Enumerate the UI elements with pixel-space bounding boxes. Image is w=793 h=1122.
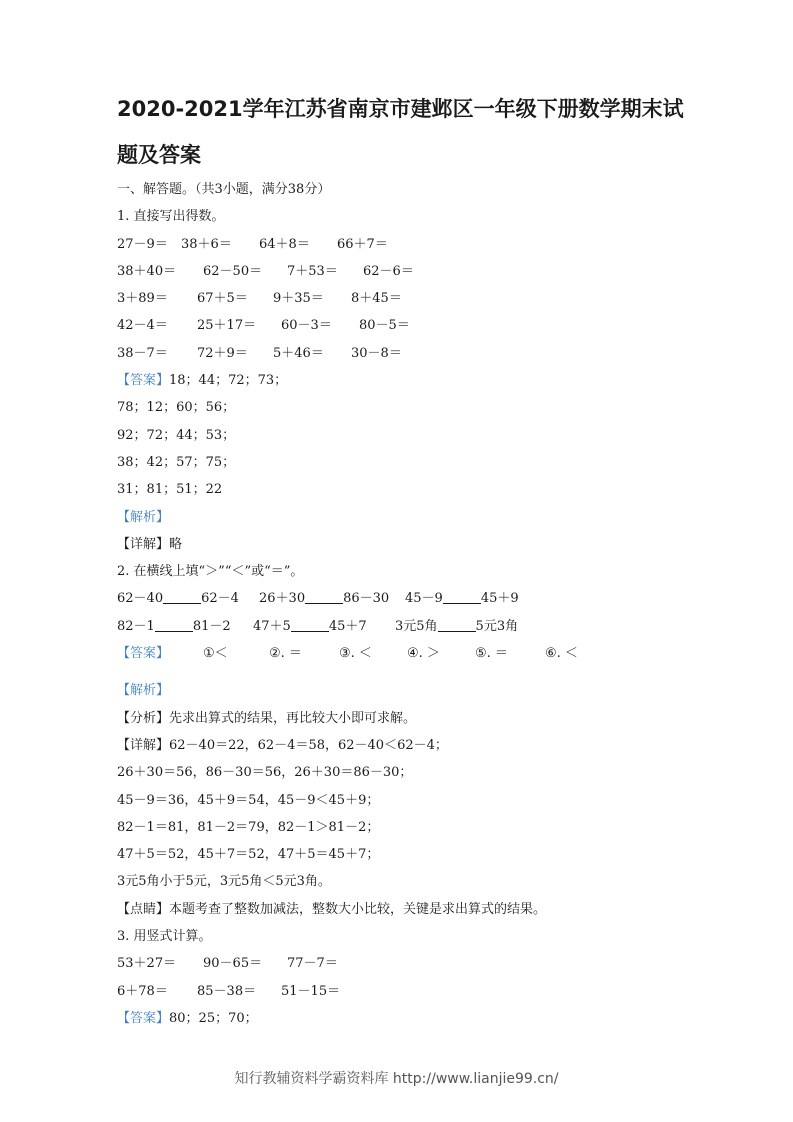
q1-item: 62－6＝ (363, 263, 414, 279)
q1-item: 60－3＝ (281, 318, 332, 334)
q3-item: 85－38＝ (197, 983, 257, 999)
q3-answer (117, 1005, 697, 1032)
answer-blank (438, 617, 476, 632)
q3-item: 90－65＝ (203, 956, 263, 972)
analysis-tag-text: 【解析】 (117, 683, 170, 699)
answer-choice: ⑤. ＝ (475, 646, 508, 662)
q2-answer (117, 640, 697, 667)
title-line-1: 2020-2021学年江苏省南京市建邺区一年级下册数学期末试 (117, 97, 684, 121)
dianjing-text: 本题考查了整数加减法，整数大小比较，关键是求出算式的结果。 (169, 901, 547, 917)
detail-text: 45－9＝36，45＋9＝54，45－9＜45＋9； (117, 792, 380, 808)
detail-text: 62－40＝22，62－4＝58，62－40＜62－4； (169, 737, 448, 753)
q3-item: 6＋78＝ (117, 983, 168, 999)
q3-item: 77－7＝ (287, 956, 338, 972)
section-heading: 一、解答题。（共3小题，满分38分） (117, 182, 331, 197)
compare-right: 45＋7 (328, 618, 367, 634)
answer-choice: ②. ＝ (269, 646, 302, 662)
detail-text: 26＋30＝56，86－30＝56，26＋30＝86－30； (117, 765, 413, 781)
q3-row (117, 978, 697, 1005)
answer-tag: 【答案】 (117, 646, 170, 662)
compare-item (259, 585, 405, 612)
document-title (117, 86, 697, 178)
answer-blank (443, 589, 481, 604)
answer-tag: 【答案】 (117, 373, 170, 389)
fenxi-tag: 【分析】 (117, 710, 170, 726)
q1-row (117, 231, 697, 258)
answer-blank (291, 617, 329, 632)
answer-text: 31；81；51；22 (117, 482, 223, 498)
q1-item: 7＋53＝ (287, 263, 338, 279)
answer-blank (163, 589, 201, 604)
q3-item: 51－15＝ (281, 983, 341, 999)
q2-detail (117, 732, 697, 759)
q1-item: 62－50＝ (203, 263, 263, 279)
answer-choice: ③. ＜ (339, 646, 372, 662)
answer-text: 18；44；72；73； (169, 373, 288, 389)
answer-tag: 【答案】 (117, 1010, 170, 1026)
detail-text: 略 (169, 536, 183, 552)
compare-item (117, 585, 259, 612)
q1-item: 27－9＝ (117, 236, 168, 252)
compare-left: 62－40 (117, 591, 164, 607)
answer-text: 92；72；44；53； (117, 427, 236, 443)
q1-detail (117, 531, 697, 558)
analysis-tag (117, 677, 697, 704)
answer-text: 78；12；60；56； (117, 400, 236, 416)
page-footer: 知行教辅资料学霸资料库 http://www.lianjie99.cn/ (234, 1071, 559, 1087)
compare-right: 45＋9 (480, 591, 519, 607)
compare-right: 81－2 (192, 618, 231, 634)
q1-item: 5＋46＝ (273, 345, 324, 361)
dianjing-tag: 【点睛】 (117, 901, 170, 917)
title-line-2: 题及答案 (117, 143, 201, 167)
q3-item: 53＋27＝ (117, 956, 177, 972)
document-body (117, 176, 697, 1032)
detail-text: 47＋5＝52，45＋7＝52，47＋5＝45＋7； (117, 847, 380, 863)
q1-item: 30－8＝ (351, 345, 402, 361)
q1-item: 9＋35＝ (273, 291, 324, 307)
q1-item: 38＋6＝ (181, 236, 232, 252)
q1-item: 3＋89＝ (117, 291, 168, 307)
analysis-tag (117, 504, 697, 531)
answer-blank (155, 617, 193, 632)
compare-left: 26＋30 (259, 591, 306, 607)
q1-answer (117, 367, 697, 394)
detail-tag: 【详解】 (117, 536, 170, 552)
compare-right: 62－4 (201, 591, 239, 607)
q1-item: 42－4＝ (117, 318, 168, 334)
q3-stem: 3. 用竖式计算。 (117, 929, 212, 945)
answer-choice: ①＜ (203, 646, 228, 662)
compare-item (405, 585, 519, 612)
q1-item: 38－7＝ (117, 345, 168, 361)
answer-text: 80；25；70； (169, 1010, 258, 1026)
q1-row (117, 340, 697, 367)
q1-item: 80－5＝ (359, 318, 410, 334)
q1-stem: 1. 直接写出得数。 (117, 209, 225, 225)
answer-choice: ④. ＞ (407, 646, 440, 662)
q2-stem: 2. 在横线上填“＞”“＜”或“＝”。 (117, 564, 304, 580)
fenxi-text: 先求出算式的结果，再比较大小即可求解。 (169, 710, 417, 726)
spacer (117, 667, 697, 677)
q1-item: 72＋9＝ (197, 345, 248, 361)
answer-blank (305, 589, 343, 604)
compare-item (253, 613, 395, 640)
compare-left: 82－1 (117, 618, 155, 634)
q2-fenxi (117, 705, 697, 732)
q1-item: 67＋5＝ (197, 291, 248, 307)
q1-item: 38＋40＝ (117, 263, 177, 279)
compare-item (117, 613, 253, 640)
answer-choice: ⑥. ＜ (545, 646, 578, 662)
q1-item: 8＋45＝ (351, 291, 402, 307)
detail-text: 82－1＝81，81－2＝79，82－1＞81－2； (117, 819, 380, 835)
answer-text: 38；42；57；75； (117, 454, 236, 470)
compare-left: 3元5角 (395, 618, 438, 634)
detail-text: 3元5角小于5元，3元5角＜5元3角。 (117, 874, 331, 890)
q1-item: 66＋7＝ (337, 236, 388, 252)
q2-row (117, 585, 697, 612)
q1-row (117, 312, 697, 339)
compare-right: 86－30 (343, 591, 390, 607)
q1-item: 64＋8＝ (259, 236, 310, 252)
q1-row (117, 258, 697, 285)
compare-left: 47＋5 (253, 618, 291, 634)
q2-dianjing (117, 896, 697, 923)
compare-right: 5元3角 (475, 618, 519, 634)
q2-row (117, 613, 697, 640)
q3-row (117, 950, 697, 977)
q1-item: 25＋17＝ (197, 318, 257, 334)
q1-row (117, 285, 697, 312)
analysis-tag-text: 【解析】 (117, 509, 170, 525)
detail-tag: 【详解】 (117, 737, 170, 753)
compare-left: 45－9 (405, 591, 443, 607)
compare-item (395, 613, 518, 640)
